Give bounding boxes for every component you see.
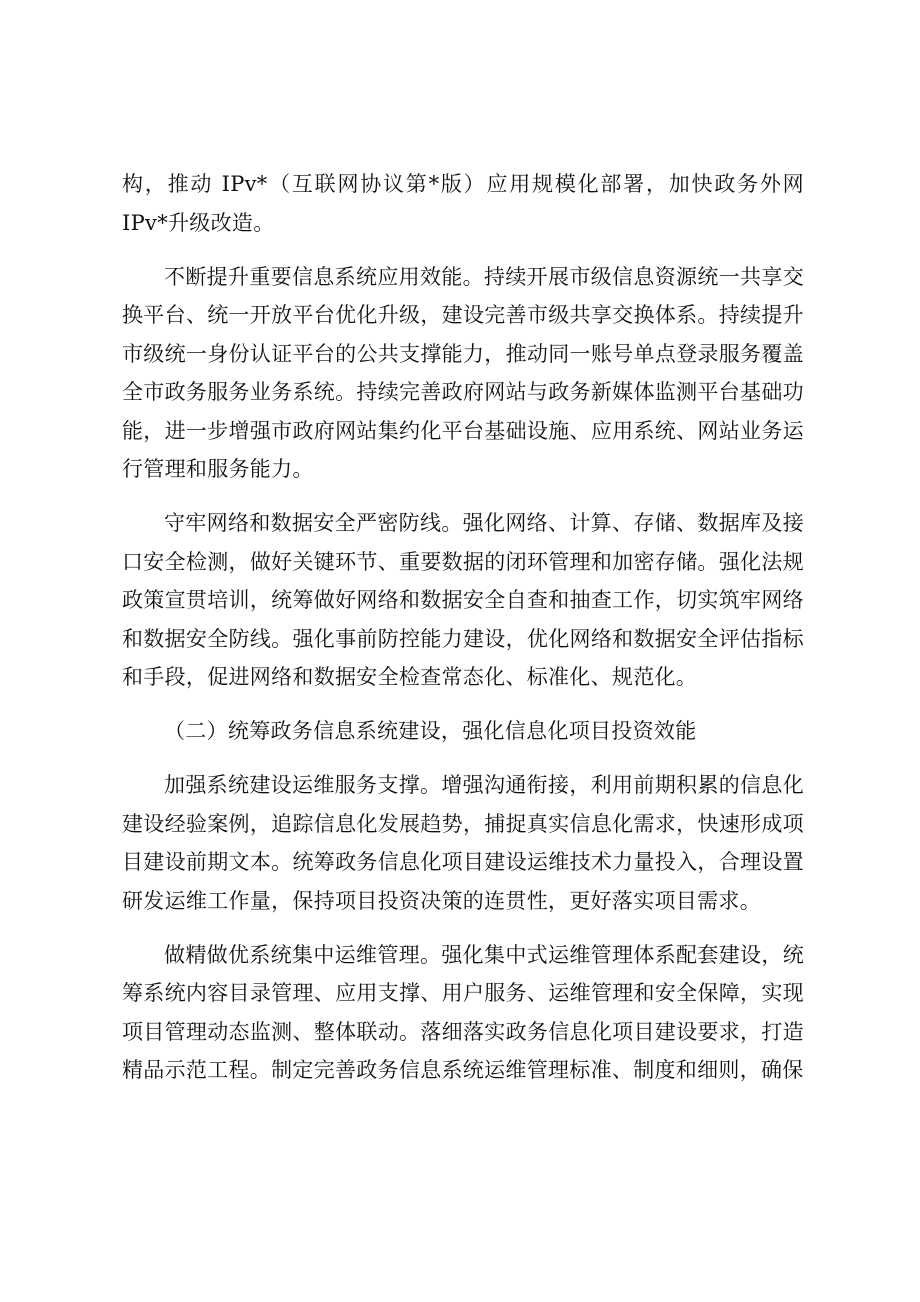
document-body — [122, 165, 804, 1090]
paragraph-system-ops-support: 加强系统建设运维服务支撑。增强沟通衔接，利用前期积累的信息化建设经验案例，追踪信息化发展趋势，捕捉真实信息化需求，快速形成项目建设前期文本。统筹政务信息化项目建设运维技术力量投入，合理设置研发运维工作量，保持项目投资决策的连贯性，更好落实项目需求。 — [122, 773, 804, 913]
paragraph-continuation: 构，推动 IPv*（互联网协议第*版）应用规模化部署，加快政务外网 IPv*升级改造。 — [122, 172, 804, 235]
section-heading: （二）统筹政务信息系统建设，强化信息化项目投资效能 — [164, 719, 697, 743]
paragraph-info-system-efficiency: 不断提升重要信息系统应用效能。持续开展市级信息资源统一共享交换平台、统一开放平台优化升级，建设完善市级共享交换体系。持续提升市级统一身份认证平台的公共支撑能力，推动同一账号单点登录服务覆盖全市政务服务业务系统。持续完善政府网站与政务新媒体监测平台基础功能，进一步增强市政府网站集约化平台基础设施、应用系统、网站业务运行管理和服务能力。 — [122, 264, 804, 481]
paragraph-network-data-security: 守牢网络和数据安全严密防线。强化网络、计算、存储、数据库及接口安全检测，做好关键环节、重要数据的闭环管理和加密存储。强化法规政策宣贯培训，统筹做好网络和数据安全自查和抽查工作，切实筑牢网络和数据安全防线。强化事前防控能力建设，优化网络和数据安全评估指标和手段，促进网络和数据安全检查常态化、标准化、规范化。 — [122, 511, 804, 689]
paragraph-centralized-ops-management: 做精做优系统集中运维管理。强化集中式运维管理体系配套建设，统筹系统内容目录管理、应用支撑、用户服务、运维管理和安全保障，实现项目管理动态监测、整体联动。落细落实政务信息化项目建设要求，打造精品示范工程。制定完善政务信息系统运维管理标准、制度和细则，确保 — [122, 942, 804, 1082]
